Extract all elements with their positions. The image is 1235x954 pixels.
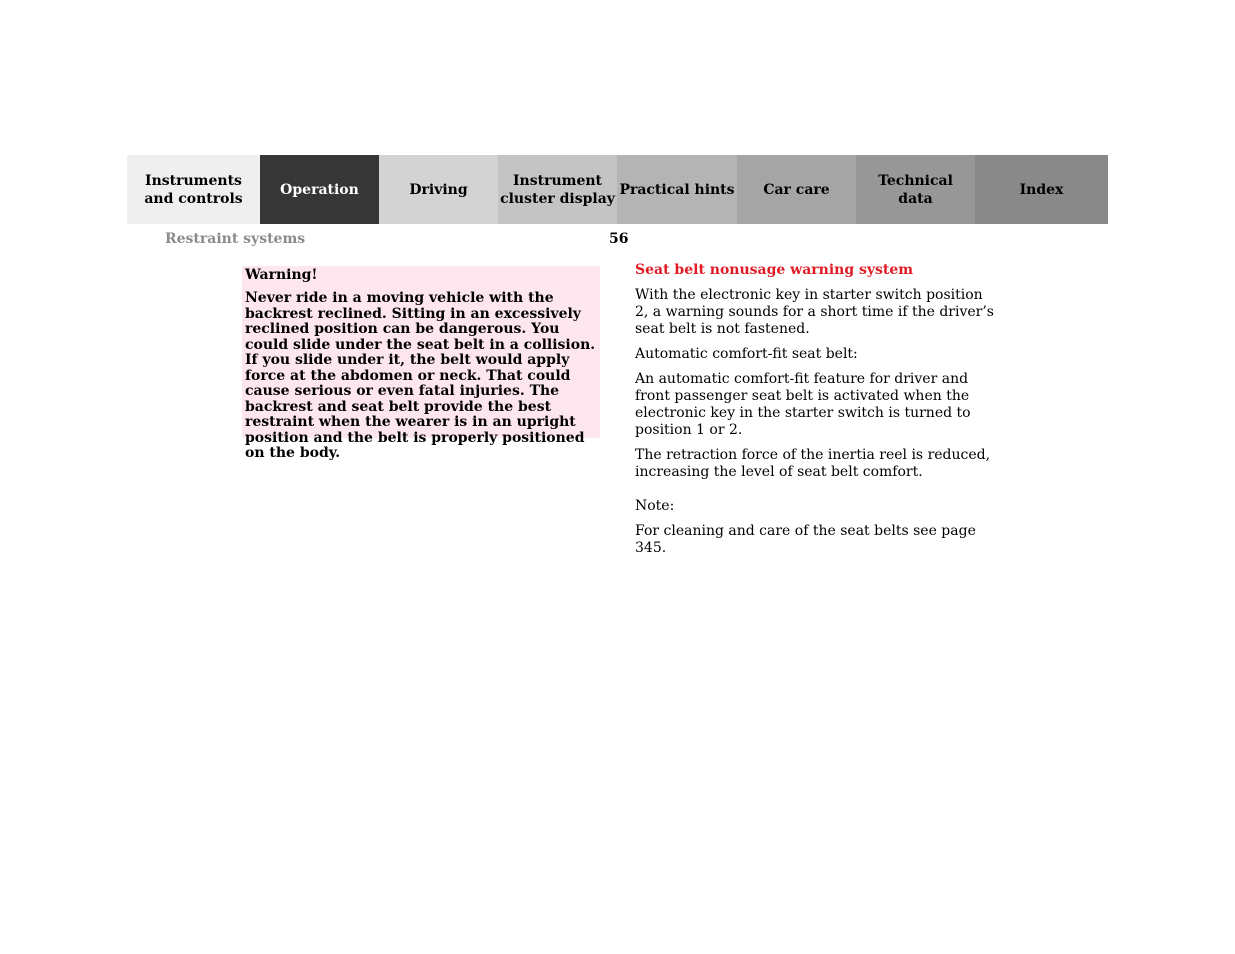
chapter-nav [127,155,1108,224]
tab-operation[interactable]: Operation [260,155,379,224]
tab-car-care[interactable]: Car care [737,155,856,224]
tab-driving[interactable]: Driving [379,155,498,224]
warning-title: Warning! [245,267,318,283]
tab-index[interactable]: Index [975,155,1108,224]
tab-instruments-and-controls[interactable]: Instruments and controls [127,155,260,224]
note-text: For cleaning and care of the seat belts see page 345. [635,523,976,556]
section-title: Restraint systems [165,231,306,247]
tab-practical-hints[interactable]: Practical hints [617,155,737,224]
section-heading: Seat belt nonusage warning system [635,262,914,278]
warning-text: Never ride in a moving vehicle with the backrest reclined. Sitting in an excessively reclined position can be dangerous. You could slide under the seat belt in a collision. If you slide under it, the belt would apply force at the abdomen or neck. That could cause serious or even fatal injuries. The backrest and seat belt provide the best restraint when the wearer is in an upright position and the belt is properly positioned on the body. [245,290,596,461]
warning-box [242,266,600,461]
note-label: Note: [635,498,675,514]
paragraph-comfort-fit-label: Automatic comfort-fit seat belt: [635,346,858,362]
paragraph-comfort-fit: An automatic comfort-fit feature for driver and front passenger seat belt is activated when the electronic key in the starter switch is turned to position 1 or 2. [635,371,971,438]
paragraph-warning-sound: With the electronic key in starter switch position 2, a warning sounds for a short time if the driver’s seat belt is not fastened. [635,287,994,337]
page-number: 56 [609,231,629,247]
tab-instrument-cluster-display[interactable]: Instrument cluster display [498,155,617,224]
main-content [635,262,995,565]
tab-technical-data[interactable]: Technical data [856,155,975,224]
paragraph-retraction-force: The retraction force of the inertia reel is reduced, increasing the level of seat belt comfort. [635,447,991,480]
